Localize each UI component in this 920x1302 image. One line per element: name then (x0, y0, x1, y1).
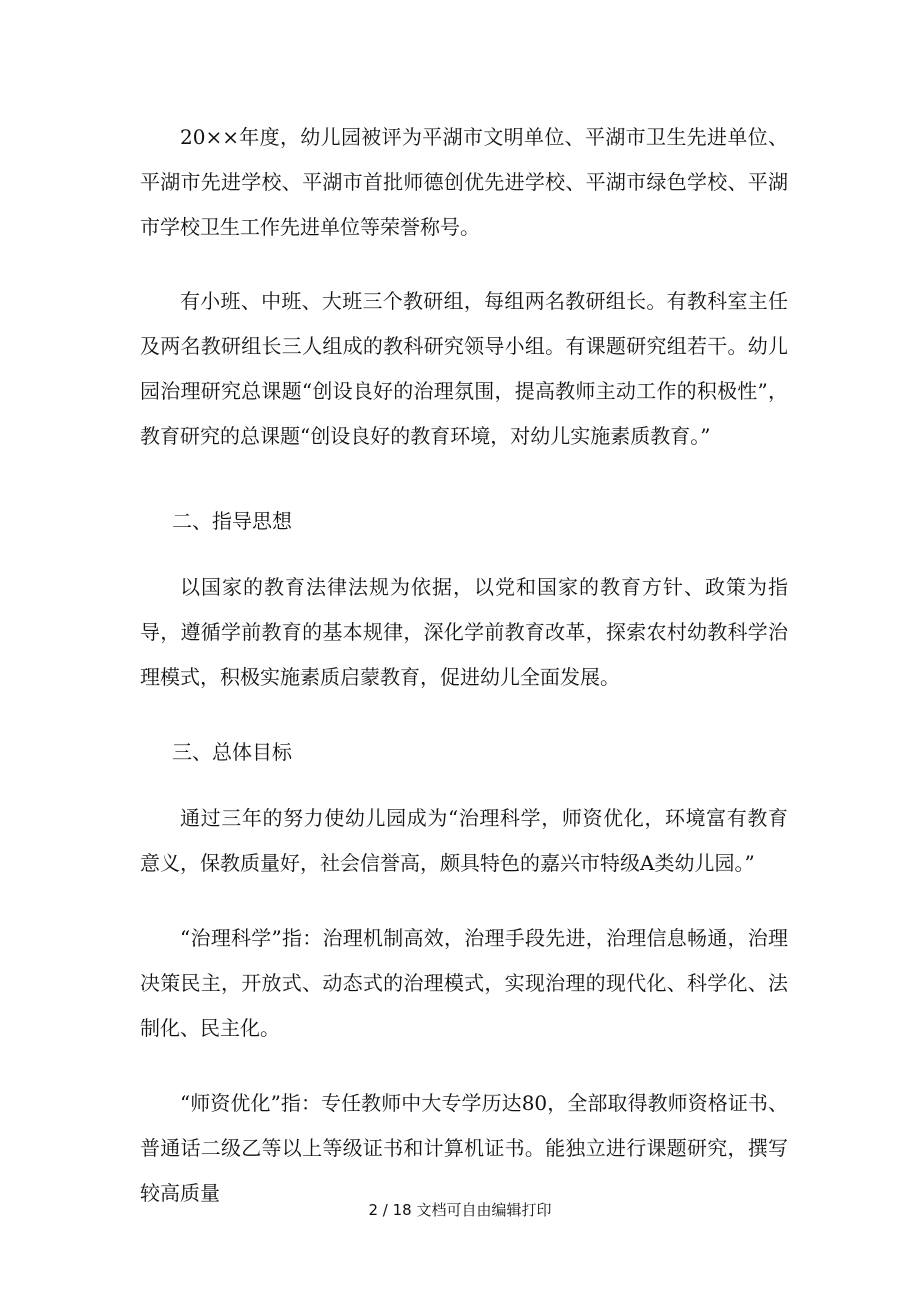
paragraph-guiding-ideology: 以国家的教育法律法规为依据，以党和国家的教育方针、政策为指导，遵循学前教育的基本规律，深化学前教育改革，探索农村幼教科学治理模式，积极实施素质启蒙教育，促进幼儿全面发展。 (140, 575, 788, 689)
paragraph-honors: 20××年度，幼儿园被评为平湖市文明单位、平湖市卫生先进单位、平湖市先进学校、平湖市首批师德创优先进学校、平湖市绿色学校、平湖市学校卫生工作先进单位等荣誉称号。 (140, 125, 788, 239)
paragraph-overall-goal: 通过三年的努力使幼儿园成为“治理科学，师资优化，环境富有教育意义，保教质量好，社会信誉高，颇具特色的嘉兴市特级A类幼儿园。” (140, 806, 788, 875)
page-footer: 2 / 18 文档可自由编辑打印 (368, 1201, 552, 1219)
paragraph-scientific-management: “治理科学”指：治理机制高效，治理手段先进，治理信息畅通，治理决策民主，开放式、动态式的治理模式，实现治理的现代化、科学化、法制化、民主化。 (140, 926, 788, 1040)
section-heading-guiding-ideology: 二、指导思想 (172, 509, 292, 533)
section-heading-overall-goal: 三、总体目标 (172, 740, 292, 764)
paragraph-research-groups: 有小班、中班、大班三个教研组，每组两名教研组长。有教科室主任及两名教研组长三人组成的教科研究领导小组。有课题研究组若干。幼儿园治理研究总课题“创设良好的治理氛围，提高教师主动工作的积极性”，教育研究的总课题“创设良好的教育环境，对幼儿实施素质教育。” (140, 289, 788, 448)
paragraph-teacher-optimization: “师资优化”指：专任教师中大专学历达80，全部取得教师资格证书、普通话二级乙等以上等级证书和计算机证书。能独立进行课题研究，撰写较高质量 (140, 1091, 788, 1205)
